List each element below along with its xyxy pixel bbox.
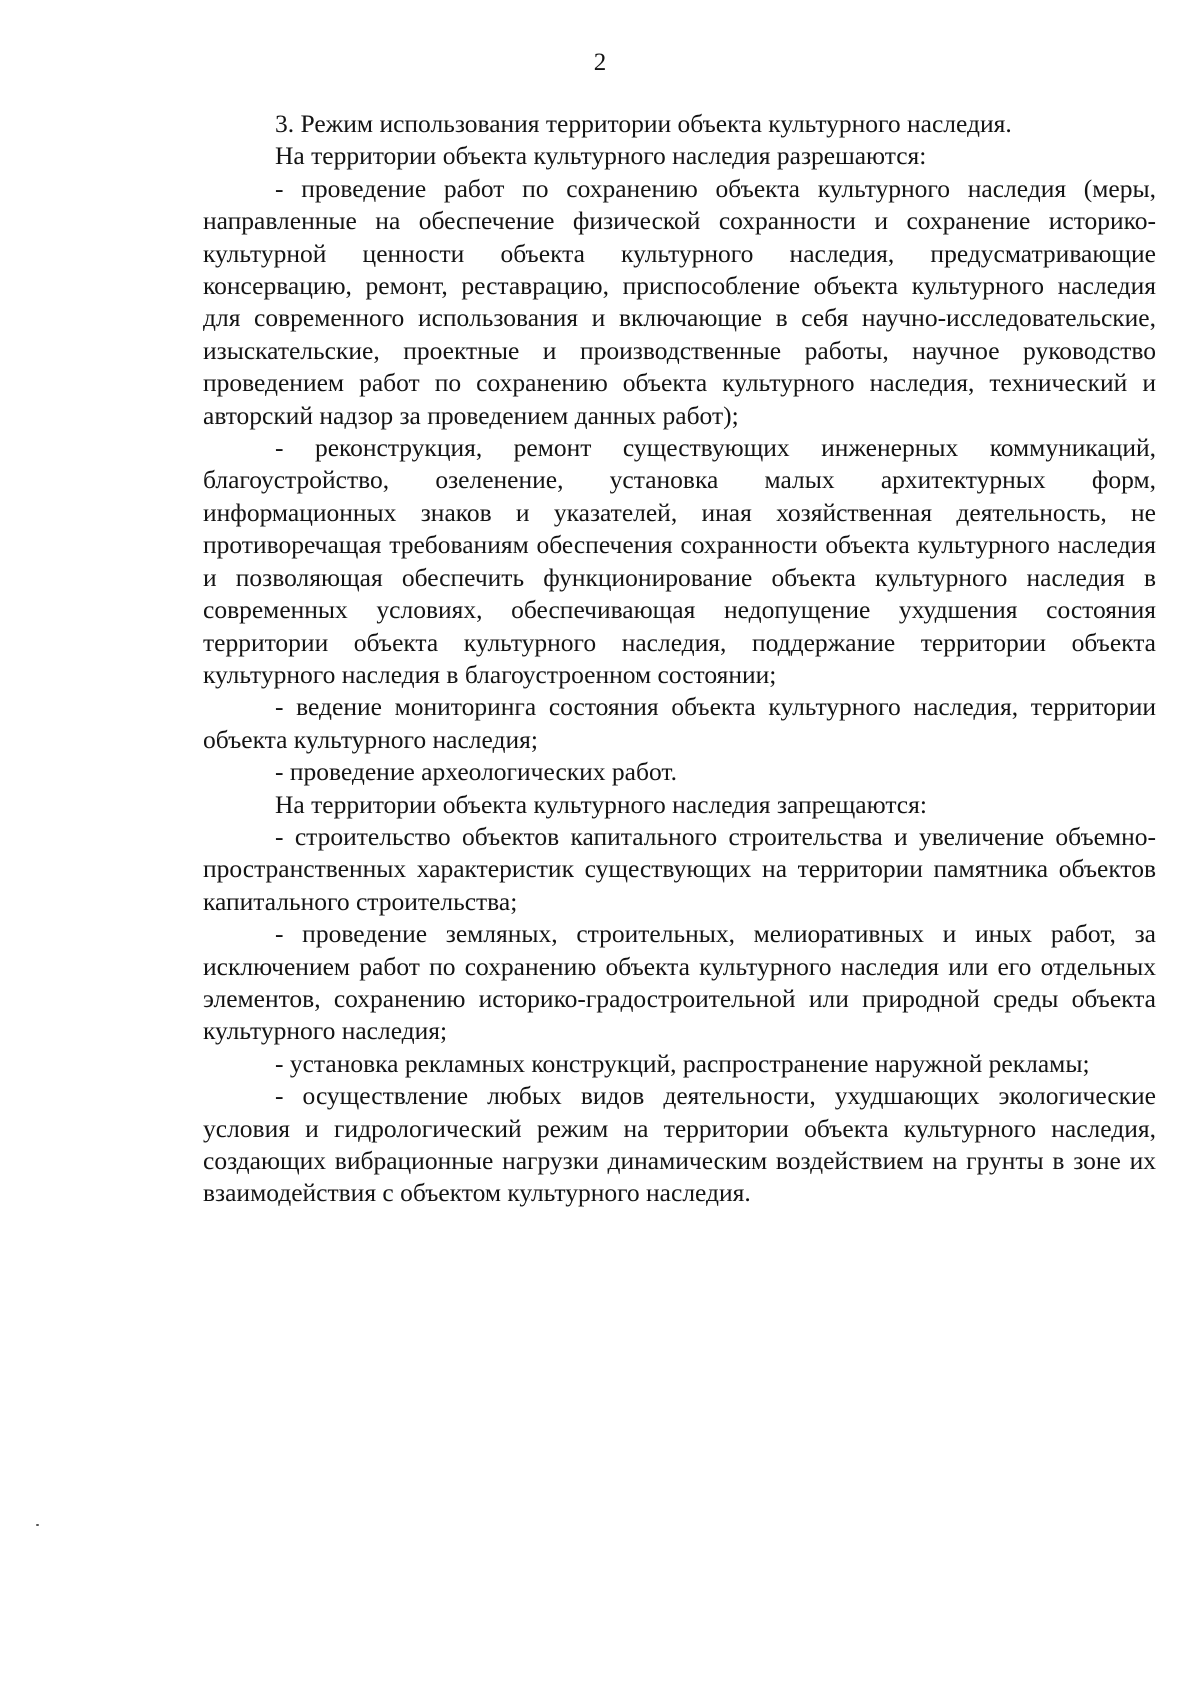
prohibited-item: - установка рекламных конструкций, распространение наружной рекламы; — [275, 1048, 1090, 1078]
permitted-item: - проведение археологических работ. — [275, 757, 677, 787]
permitted-item: - ведение мониторинга состояния объекта культурного наследия, территории объекта культурного наследия; — [203, 692, 1156, 754]
section-heading: 3. Режим использования территории объекта культурного наследия. — [275, 109, 1012, 138]
prohibited-item: - проведение земляных, строительных, мелиоративных и иных работ, за исключением работ по сохранению объекта культурного наследия или его отдельных элементов, сохранению историко-градостроительной или природной среды объекта культурного наследия; — [203, 919, 1156, 1046]
prohibited-intro: На территории объекта культурного наследия запрещаются: — [275, 789, 927, 819]
prohibited-item: - строительство объектов капитального строительства и увеличение объемно-пространственных характеристик существующих на территории памятника объектов капитального строительства; — [203, 821, 1156, 916]
document-body — [203, 108, 1156, 1210]
permitted-intro: На территории объекта культурного наследия разрешаются: — [275, 141, 927, 171]
scan-speck — [36, 1524, 39, 1526]
permitted-item: - реконструкция, ремонт существующих инженерных коммуникаций, благоустройство, озеленение, установка малых архитектурных форм, информационных знаков и указателей, иная хозяйственная деятельность, не противоречащая требованиям обеспечения сохранности объекта культурного наследия и позволяющая обеспечить функционирование объекта культурного наследия в современных условиях, обеспечивающая недопущение ухудшения состояния территории объекта культурного наследия, поддержание территории объекта культурного наследия в благоустроенном состоянии; — [203, 433, 1156, 689]
permitted-item: - проведение работ по сохранению объекта культурного наследия (меры, направленные на обеспечение физической сохранности и сохранение историко-культурной ценности объекта культурного наследия, предусматривающие консервацию, ремонт, реставрацию, приспособление объекта культурного наследия для современного использования и включающие в себя научно-исследовательские, изыскательские, проектные и производственные работы, научное руководство проведением работ по сохранению объекта культурного наследия, технический и авторский надзор за проведением данных работ); — [203, 173, 1156, 430]
page-number: 2 — [593, 49, 607, 76]
prohibited-item: - осуществление любых видов деятельности, ухудшающих экологические условия и гидрологический режим на территории объекта культурного наследия, создающих вибрационные нагрузки динамическим воздействием на грунты в зоне их взаимодействия с объектом культурного наследия. — [203, 1081, 1156, 1208]
